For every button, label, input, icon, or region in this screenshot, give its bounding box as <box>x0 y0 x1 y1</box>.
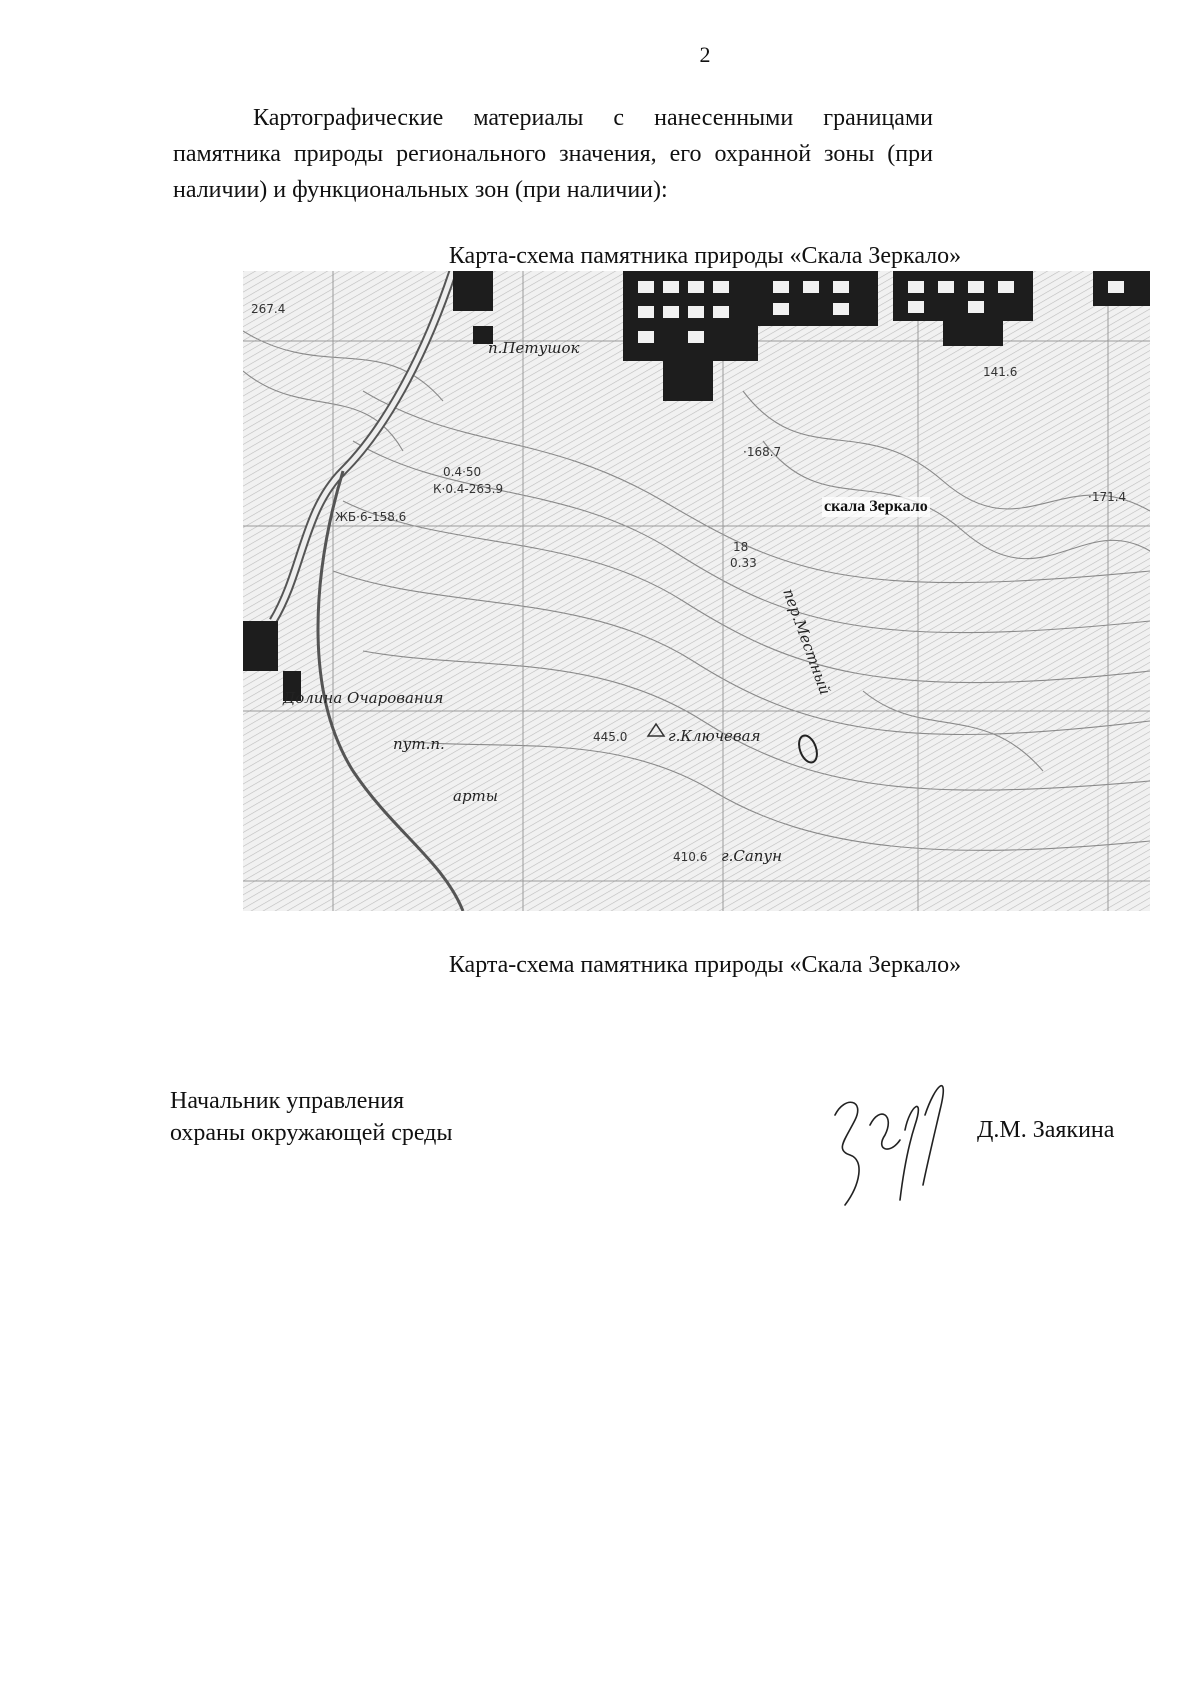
map-label-elevation: ·171.4 <box>1088 490 1127 504</box>
handwritten-signature <box>815 1055 965 1215</box>
map-label-settlement: п.Петушок <box>488 339 580 357</box>
signer-position-line1: Начальник управления <box>170 1088 405 1114</box>
map-label-bridge: 0.4·50 <box>443 465 482 479</box>
map-label-elevation: 141.6 <box>983 365 1018 379</box>
map-label-elevation: ·168.7 <box>743 445 782 459</box>
signer-position-line2: охраны окружающей среды <box>170 1120 453 1146</box>
map-label-elevation: 267.4 <box>251 302 286 316</box>
topographic-map <box>243 271 1150 911</box>
map-label-value: 18 <box>733 540 749 554</box>
map-label-feature: пут.п. <box>393 735 445 753</box>
rock-label: скала Зеркало <box>824 498 928 515</box>
map-label-pass: пер.Местный <box>779 586 835 698</box>
intro-paragraph: Картографические материалы с нанесенными границами памятника природы регионального значения, его охранной зоны (при наличии) и функциональных зон (при наличии): <box>173 105 933 203</box>
map-label-bridge: ЖБ·6-158.6 <box>335 510 407 524</box>
map-label-mountain: г.Ключевая <box>668 727 761 745</box>
signer-name: Д.М. Заякина <box>977 1117 1115 1143</box>
map-image <box>243 271 1150 911</box>
map-label-bridge: К·0.4-263.9 <box>433 482 504 496</box>
map-label-elevation: 445.0 <box>593 730 628 744</box>
map-title: Карта-схема памятника природы «Скала Зеркало» <box>448 243 962 269</box>
page-number: 2 <box>699 42 711 67</box>
map-label-feature: арты <box>453 787 498 805</box>
map-label-mountain: г.Сапун <box>721 847 783 865</box>
map-label-valley: Долина Очарования <box>283 689 444 707</box>
map-caption: Карта-схема памятника природы «Скала Зеркало» <box>448 952 962 978</box>
map-label-value: 0.33 <box>730 556 757 570</box>
signature-block <box>170 1085 453 1149</box>
map-label-elevation: 410.6 <box>673 850 708 864</box>
